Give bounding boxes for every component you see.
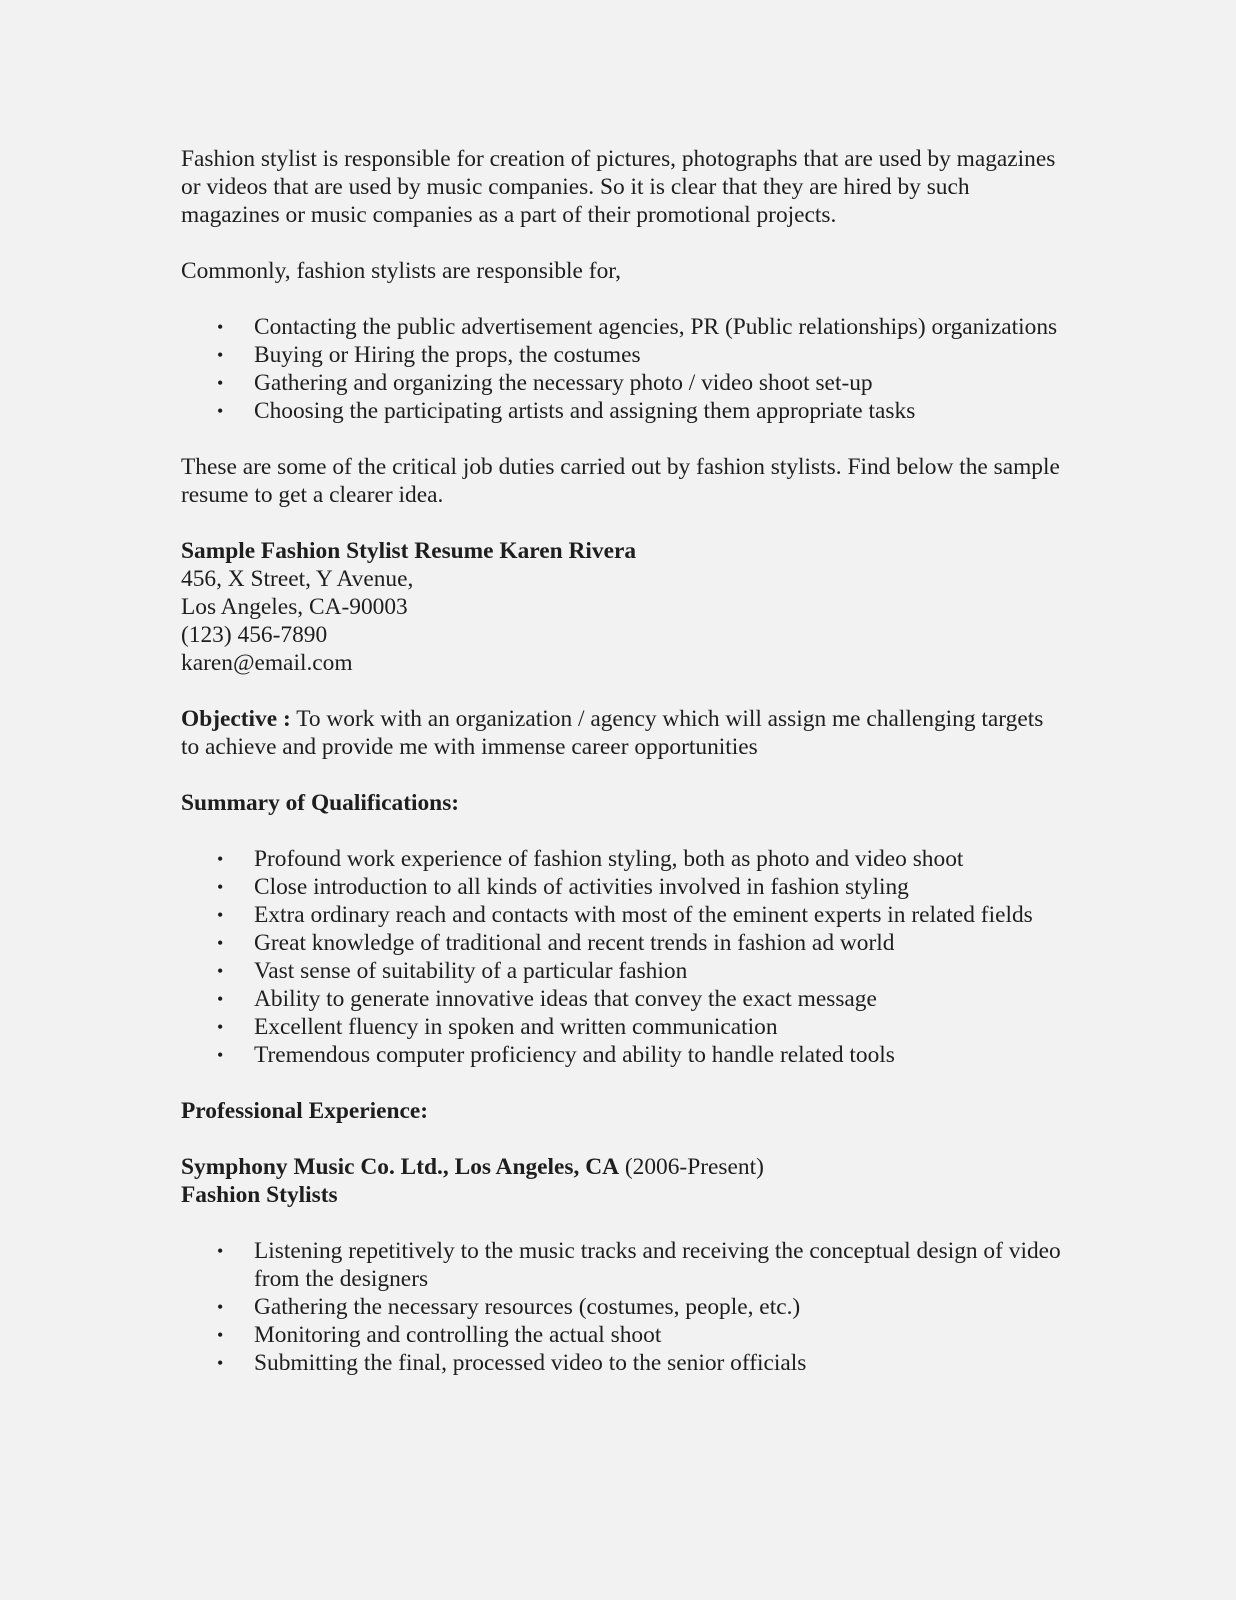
objective	[181, 705, 1061, 761]
job-title: Fashion Stylists	[181, 1182, 338, 1208]
duties-list	[181, 313, 1061, 425]
summary-heading: Summary of Qualifications:	[181, 790, 460, 816]
list-item: • Monitoring and controlling the actual shoot	[217, 1322, 662, 1348]
list-item: • Submitting the final, processed video to the senior officials	[217, 1350, 807, 1376]
bullet-icon: •	[217, 401, 224, 421]
document-page	[181, 145, 1061, 1377]
bullet-icon: •	[217, 961, 224, 981]
bullet-icon: •	[217, 905, 224, 925]
address-line-1: 456, X Street, Y Avenue,	[181, 566, 414, 592]
bullet-icon: •	[217, 1017, 224, 1037]
bullet-icon: •	[217, 373, 224, 393]
job-period: (2006-Present)	[619, 1154, 764, 1180]
bullet-icon: •	[217, 877, 224, 897]
list-item: • Extra ordinary reach and contacts with most of the eminent experts in related fields	[217, 902, 1033, 928]
contact-block	[181, 537, 1061, 677]
list-item: • Listening repetitively to the music tracks and receiving the conceptual design of video from the designers	[217, 1238, 1061, 1292]
list-item: • Vast sense of suitability of a particular fashion	[217, 958, 688, 984]
job-header	[181, 1153, 1061, 1209]
bullet-icon: •	[217, 1045, 224, 1065]
address-line-2: Los Angeles, CA-90003	[181, 594, 408, 620]
bullet-icon: •	[217, 1325, 224, 1345]
list-item: • Great knowledge of traditional and recent trends in fashion ad world	[217, 930, 895, 956]
bullet-icon: •	[217, 989, 224, 1009]
list-item: • Excellent fluency in spoken and written communication	[217, 1014, 778, 1040]
list-item: • Choosing the participating artists and assigning them appropriate tasks	[217, 398, 916, 424]
list-item: • Profound work experience of fashion styling, both as photo and video shoot	[217, 846, 964, 872]
list-item: • Contacting the public advertisement agencies, PR (Public relationships) organizations	[217, 314, 1058, 340]
qualifications-list	[181, 845, 1061, 1069]
bullet-icon: •	[217, 1297, 224, 1317]
list-item: • Close introduction to all kinds of activities involved in fashion styling	[217, 874, 909, 900]
responsibilities-list	[181, 1237, 1061, 1377]
bullet-icon: •	[217, 1241, 224, 1261]
list-item: • Gathering the necessary resources (costumes, people, etc.)	[217, 1294, 801, 1320]
bullet-icon: •	[217, 849, 224, 869]
bullet-icon: •	[217, 1353, 224, 1373]
list-item: • Buying or Hiring the props, the costumes	[217, 342, 641, 368]
email-address: karen@email.com	[181, 650, 353, 676]
resume-heading: Sample Fashion Stylist Resume Karen Rivera	[181, 538, 637, 564]
job-employer: Symphony Music Co. Ltd., Los Angeles, CA	[181, 1154, 619, 1180]
phone-number: (123) 456-7890	[181, 622, 328, 648]
list-item: • Tremendous computer proficiency and ability to handle related tools	[217, 1042, 895, 1068]
list-item: • Gathering and organizing the necessary photo / video shoot set-up	[217, 370, 873, 396]
intro-lead: Commonly, fashion stylists are responsible for,	[181, 258, 621, 284]
bullet-icon: •	[217, 317, 224, 337]
intro-paragraph: Fashion stylist is responsible for creation of pictures, photographs that are used by magazines or videos that are used by music companies. So it is clear that they are hired by such magazines or music companies as a part of their promotional projects.	[181, 146, 1056, 228]
bullet-icon: •	[217, 345, 224, 365]
list-item: • Ability to generate innovative ideas that convey the exact message	[217, 986, 877, 1012]
objective-text: To work with an organization / agency which will assign me challenging targets to achieve and provide me with immense career opportunities	[181, 706, 1044, 760]
bullet-icon: •	[217, 933, 224, 953]
experience-heading: Professional Experience:	[181, 1098, 429, 1124]
objective-label: Objective :	[181, 706, 291, 732]
intro-closing: These are some of the critical job duties carried out by fashion stylists. Find below the sample resume to get a clearer idea.	[181, 454, 1060, 508]
